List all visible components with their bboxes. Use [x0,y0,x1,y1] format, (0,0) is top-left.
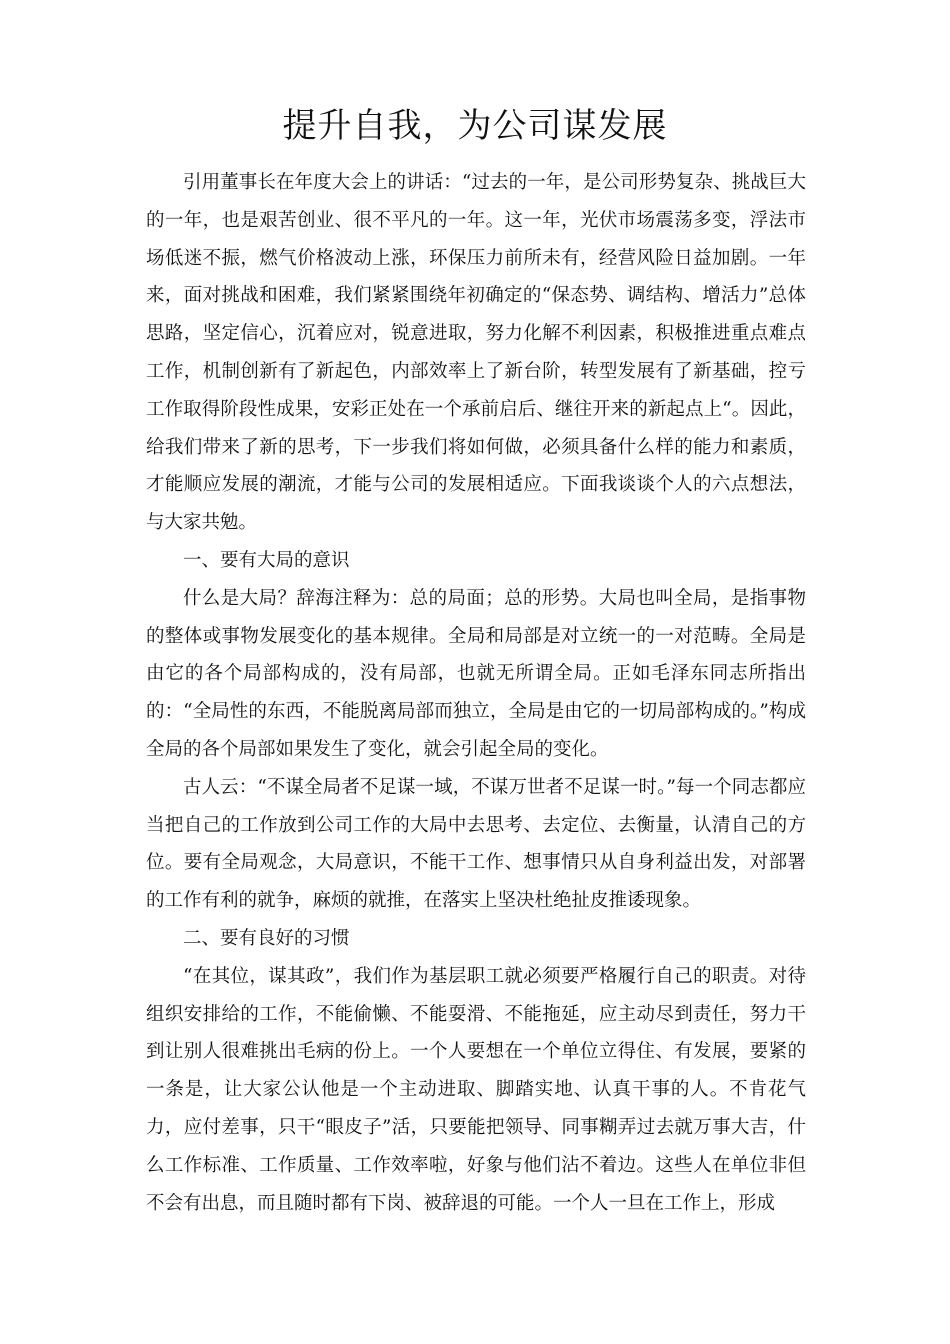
paragraph-big-picture-definition: 什么是大局？辞海注释为：总的局面；总的形势。大局也叫全局，是指事物的整体或事物发展变化的基本规律。全局和局部是对立统一的一对范畴。全局是由它的各个局部构成的，没有局部，也就无所谓全局。正如毛泽东同志所指出的：“全局性的东西，不能脱离局部而独立，全局是由它的一切局部构成的。”构成全局的各个局部如果发生了变化，就会引起全局的变化。 [146,587,806,760]
paragraph-intro: 引用董事长在年度大会上的讲话：“过去的一年，是公司形势复杂、挑战巨大的一年，也是艰苦创业、很不平凡的一年。这一年，光伏市场震荡多变，浮法市场低迷不振，燃气价格波动上涨，环保压力前所未有，经营风险日益加剧。一年来，面对挑战和困难，我们紧紧围绕年初确定的“保态势、调结构、增活力”总体思路，坚定信心，沉着应对，锐意进取，努力化解不利因素，积极推进重点难点工作，机制创新有了新起色，内部效率上了新台阶，转型发展有了新基础，控亏工作取得阶段性成果，安彩正处在一个承前启后、继往开来的新起点上“。因此，给我们带来了新的思考，下一步我们将如何做，必须具备什么样的能力和素质，才能顺应发展的潮流，才能与公司的发展相适应。下面我谈谈个人的六点想法，与大家共勉。 [146,172,806,534]
document-body [146,164,806,1222]
document-title: 提升自我，为公司谋发展 [282,106,668,146]
paragraph-big-picture-awareness: 古人云：“不谋全局者不足谋一域，不谋万世者不足谋一时。”每一个同志都应当把自己的工作放到公司工作的大局中去思考、去定位、去衡量，认清自己的方位。要有全局观念，大局意识，不能干工作、想事情只从自身利益出发，对部署的工作有利的就争，麻烦的就推，在落实上坚决杜绝扯皮推诿现象。 [146,776,806,912]
paragraph-good-habits: “在其位，谋其政”，我们作为基层职工就必须要严格履行自己的职责。对待组织安排给的工作，不能偷懒、不能耍滑、不能拖延，应主动尽到责任，努力干到让别人很难挑出毛病的份上。一个人要想在一个单位立得住、有发展，要紧的一条是，让大家公认他是一个主动进取、脚踏实地、认真干事的人。不肯花气力，应付差事，只干“眼皮子”活，只要能把领导、同事糊弄过去就万事大吉，什么工作标准、工作质量、工作效率啦，好象与他们沾不着边。这些人在单位非但不会有出息，而且随时都有下岗、被辞退的可能。一个人一旦在工作上，形成 [146,965,806,1214]
section-heading-2: 二、要有良好的习惯 [183,927,350,949]
section-heading-1: 一、要有大局的意识 [183,549,350,571]
